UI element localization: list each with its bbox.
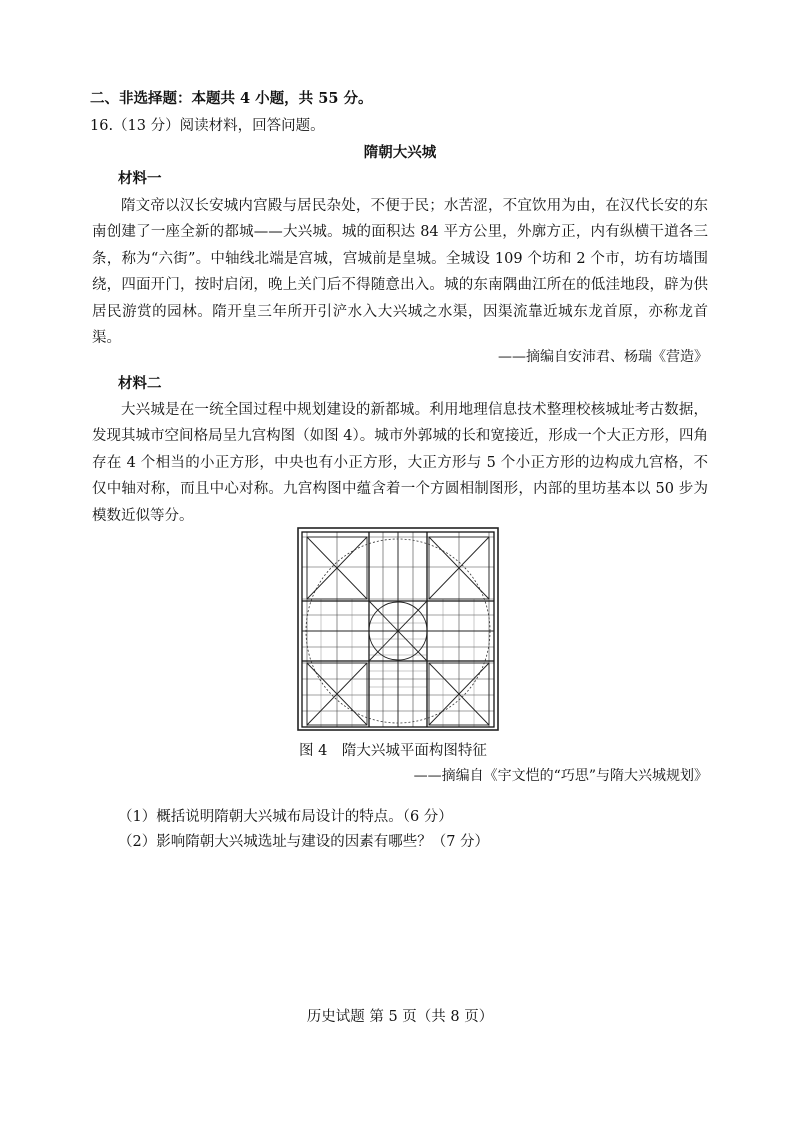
material1-text: 隋文帝以汉长安城内宫殿与居民杂处，不便于民；水苦涩，不宜饮用为由，在汉代长安的东南创建了一座全新的都城——大兴城。城的面积达 84 平方公里，外廓方正，内有纵横干道各三条，称为“六街”。中轴线北端是宫城，宫城前是皇城。全城设 109 个坊和 2 个市，坊有坊墙围绕，四面开门，按时启闭，晚上关门后不得随意出入。城的东南隅曲江所在的低洼地段，辟为供居民游赏的园林。隋开皇三年所开引浐水入大兴城之水渠，因渠流靠近城东龙首原，亦称龙首渠。 — [92, 198, 708, 347]
figure-caption: 图 4 隋大兴城平面构图特征 — [299, 743, 487, 759]
sub-question-1: （1）概括说明隋朝大兴城布局设计的特点。（6 分） — [118, 809, 453, 825]
nine-palace-city-plan-figure — [297, 527, 499, 731]
sub-question-2: （2）影响隋朝大兴城选址与建设的因素有哪些？（7 分） — [118, 834, 490, 850]
page-footer: 历史试题 第 5 页（共 8 页） — [306, 1009, 494, 1025]
material1-source: ——摘编自安沛君、杨瑞《营造》 — [498, 349, 708, 365]
material1-label: 材料一 — [118, 170, 162, 187]
question-intro: 16.（13 分）阅读材料，回答问题。 — [90, 118, 325, 134]
article-title: 隋朝大兴城 — [363, 144, 437, 161]
section-heading: 二、非选择题：本题共 4 小题，共 55 分。 — [90, 90, 373, 107]
material2-text: 大兴城是在一统全国过程中规划建设的新都城。利用地理信息技术整理校核城址考古数据，发现其城市空间格局呈九宫构图（如图 4）。城市外郭城的长和宽接近，形成一个大正方形，四角存在 4 个相当的小正方形，中央也有小正方形，大正方形与 5 个小正方形的边构成九宫格，不仅中轴对称，而且中心对称。九宫构图中蕴含着一个方圆相制图形，内部的里坊基本以 50 步为模数近似等分。 — [92, 402, 708, 524]
material2-label: 材料二 — [118, 375, 162, 392]
figure-source: ——摘编自《宇文恺的“巧思”与隋大兴城规划》 — [413, 768, 708, 784]
